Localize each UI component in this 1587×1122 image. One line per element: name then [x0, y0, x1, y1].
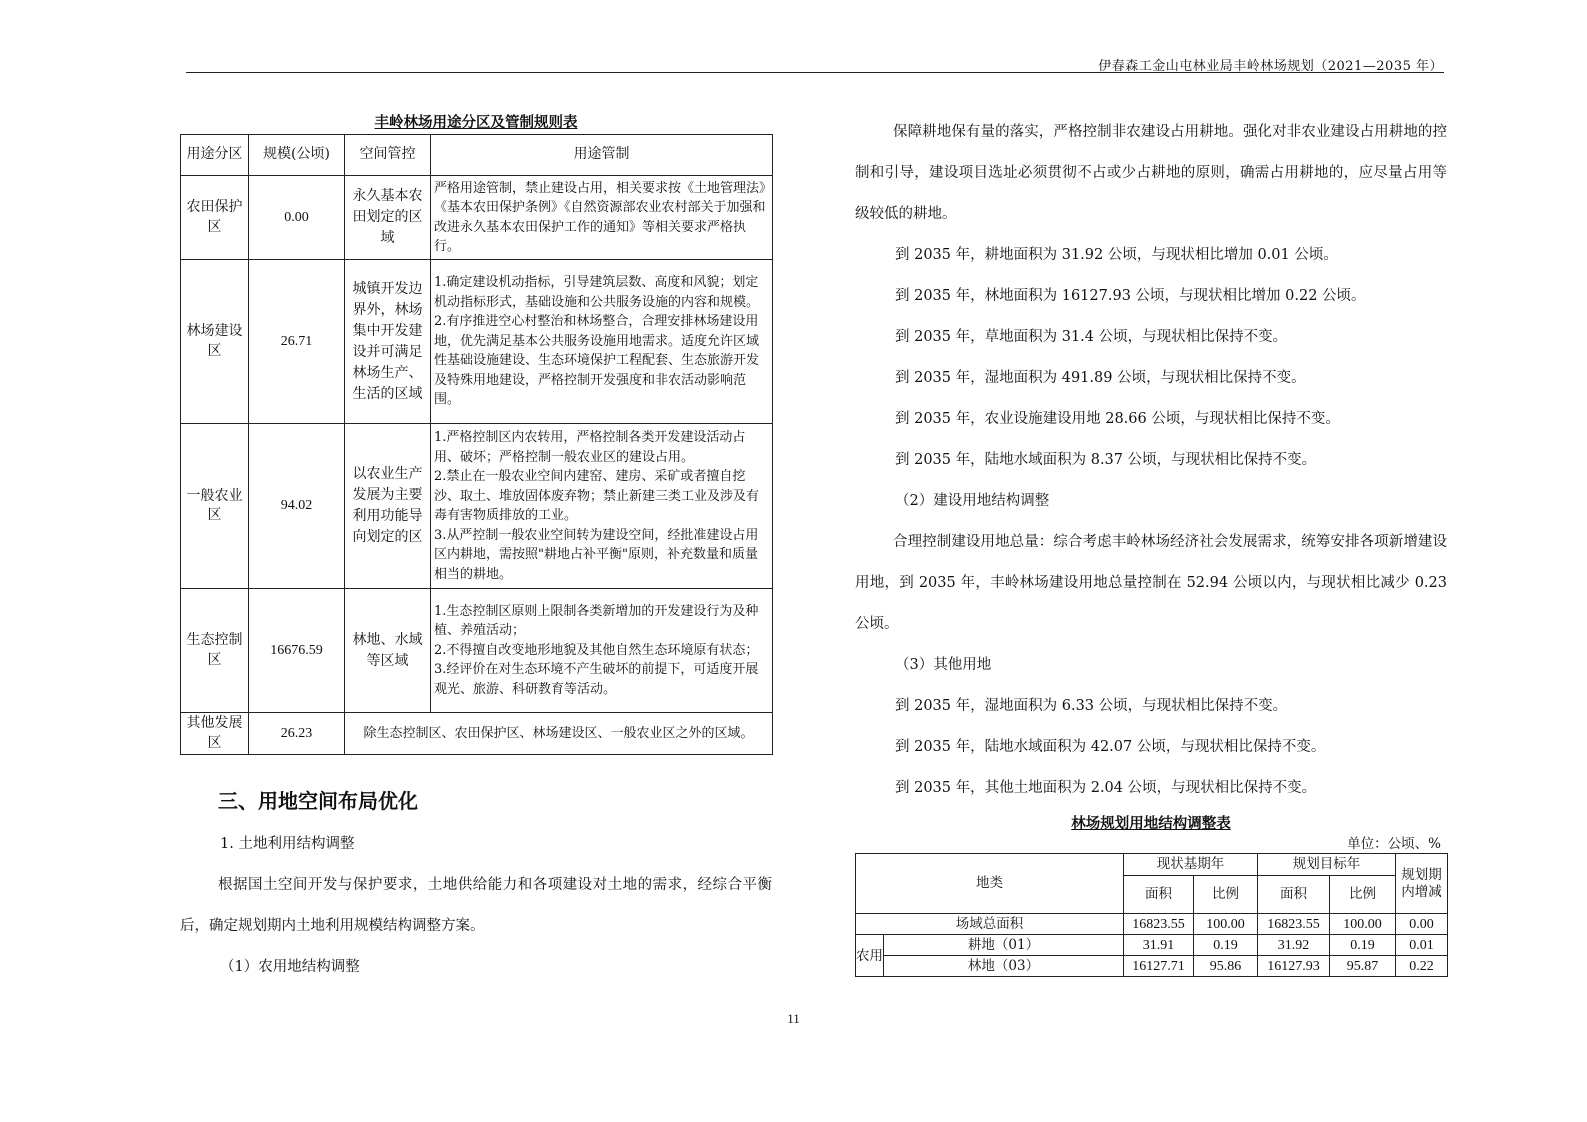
- header-zone: 用途分区: [181, 135, 249, 176]
- zone-scale: 26.71: [249, 260, 345, 424]
- zone-scale: 0.00: [249, 176, 345, 260]
- zone-space: 林地、水域等区域: [345, 589, 431, 713]
- unit-label: 单位：公顷、%: [1347, 836, 1441, 852]
- statistic-line: 到 2035 年，农业设施建设用地 28.66 公顷，与现状相比保持不变。: [895, 411, 1340, 427]
- zone-space: 以农业生产发展为主要 利用功能导向划定的区: [345, 424, 431, 589]
- zone-name: 一般农业区: [181, 424, 249, 589]
- zone-table-header-row: [181, 135, 773, 176]
- section-heading: 三、用地空间布局优化: [218, 789, 418, 813]
- zone-name: 农田保护区: [181, 176, 249, 260]
- control-text: 3.从严控制一般农业空间转为建设空间，经批准建设占用区内耕地，需按照"耕地占补平衡"原则，补充数量和质量相当的耕地。: [434, 527, 759, 582]
- cell-target-ratio: 0.19: [1330, 935, 1396, 956]
- control-text: 1.严格控制区内农转用，严格控制各类开发建设活动占用、破坏；严格控制一般农业区的建设占用。: [434, 430, 746, 465]
- cell-target-ratio: 100.00: [1330, 914, 1396, 935]
- zone-name: 林场建设区: [181, 260, 249, 424]
- statistic-line: 到 2035 年，林地面积为 16127.93 公顷，与现状相比增加 0.22 公顷。: [895, 288, 1366, 304]
- right-column: [855, 112, 1447, 977]
- paragraph: 合理控制建设用地总量：综合考虑丰岭林场经济社会发展需求，统筹安排各项新增建设用地，到 2035 年，丰岭林场建设用地总量控制在 52.94 公顷以内，与现状相比减少 0.23 公顷。: [855, 534, 1447, 632]
- zone-scale: 16676.59: [249, 589, 345, 713]
- cell-target-area: 31.92: [1258, 935, 1330, 956]
- cell-base-area: 31.91: [1124, 935, 1194, 956]
- zone-space: 永久基本农田划定的区域: [345, 176, 431, 260]
- land-header-row: [856, 854, 1448, 876]
- cell-base-area: 16127.71: [1124, 956, 1194, 977]
- subsection-heading: 1. 土地利用结构调整: [220, 836, 355, 852]
- statistic-line: 到 2035 年，耕地面积为 31.92 公顷，与现状相比增加 0.01 公顷。: [895, 247, 1338, 263]
- row-label: 耕地（01）: [884, 935, 1124, 956]
- land-table-caption: 林场规划用地结构调整表: [1071, 815, 1231, 832]
- cell-change: 0.01: [1396, 935, 1448, 956]
- cell-base-ratio: 100.00: [1194, 914, 1258, 935]
- header-target-year: 规划目标年: [1258, 854, 1396, 876]
- cell-change: 0.22: [1396, 956, 1448, 977]
- left-column: [180, 112, 772, 988]
- control-text: 除生态控制区、农田保护区、林场建设区、一般农业区之外的区域。: [363, 725, 754, 741]
- cell-target-ratio: 95.87: [1330, 956, 1396, 977]
- header-target-ratio: 比例: [1330, 876, 1396, 914]
- table-row: [181, 589, 773, 713]
- control-text: 1.确定建设机动指标，引导建筑层数、高度和风貌；划定机动指标形式，基础设施和公共服务设施的内容和规模。: [434, 275, 760, 310]
- header-scale: 规模(公顷): [249, 135, 345, 176]
- zone-control: [431, 260, 773, 424]
- zone-table-caption: 丰岭林场用途分区及管制规则表: [374, 114, 578, 131]
- table-row: [856, 914, 1448, 935]
- land-table: [855, 853, 1448, 977]
- header-control: 用途管制: [431, 135, 773, 176]
- paragraph: 根据国土空间开发与保护要求，土地供给能力和各项建设对土地的需求，经综合平衡后，确定规划期内土地利用规模结构调整方案。: [180, 877, 772, 934]
- control-text: 2.不得擅自改变地形地貌及其他自然生态环境原有状态；: [434, 642, 759, 658]
- zone-control: [431, 589, 773, 713]
- table-row: [181, 260, 773, 424]
- subsection-heading: （2）建设用地结构调整: [895, 493, 1050, 509]
- row-label: 林地（03）: [884, 956, 1124, 977]
- table-row: [856, 956, 1448, 977]
- running-header: 伊春森工金山屯林业局丰岭林场规划（2021—2035 年）: [1098, 59, 1443, 74]
- zone-table: [180, 134, 773, 755]
- cell-target-area: 16823.55: [1258, 914, 1330, 935]
- statistic-line: 到 2035 年，其他土地面积为 2.04 公顷，与现状相比保持不变。: [895, 780, 1317, 796]
- control-text: 2.有序推进空心村整治和林场整合，合理安排林场建设用地，优先满足基本公共服务设施用地需求。适度允许区域性基础设施建设、生态环境保护工程配套、生态旅游开发及特殊用地建设，严格控制开发强度和非农活动影响范围。: [434, 314, 760, 408]
- zone-control: [431, 424, 773, 589]
- statistic-line: 到 2035 年，湿地面积为 491.89 公顷，与现状相比保持不变。: [895, 370, 1306, 386]
- zone-space: 城镇开发边界外，林场集中开发建设并可满足林场生产、生活的区域: [345, 260, 431, 424]
- cell-base-ratio: 0.19: [1194, 935, 1258, 956]
- statistic-line: 到 2035 年，湿地面积为 6.33 公顷，与现状相比保持不变。: [895, 698, 1288, 714]
- subsection-heading: （1）农用地结构调整: [220, 959, 360, 975]
- header-target-area: 面积: [1258, 876, 1330, 914]
- cell-base-ratio: 95.86: [1194, 956, 1258, 977]
- table-row: [181, 713, 773, 755]
- zone-name: 生态控制区: [181, 589, 249, 713]
- table-row: [181, 176, 773, 260]
- header-space: 空间管控: [345, 135, 431, 176]
- table-row: [181, 424, 773, 589]
- statistic-line: 到 2035 年，陆地水域面积为 42.07 公顷，与现状相比保持不变。: [895, 739, 1326, 755]
- zone-scale: 94.02: [249, 424, 345, 589]
- control-text: 2.禁止在一般农业空间内建窑、建房、采矿或者擅自挖沙、取土、堆放固体废弃物；禁止新建三类工业及涉及有毒有害物质排放的工业。: [434, 469, 760, 523]
- header-base-area: 面积: [1124, 876, 1194, 914]
- group-label: 农用: [856, 935, 884, 977]
- header-rule: [186, 72, 1444, 73]
- statistic-line: 到 2035 年，陆地水域面积为 8.37 公顷，与现状相比保持不变。: [895, 452, 1317, 468]
- zone-control: [431, 176, 773, 260]
- cell-target-area: 16127.93: [1258, 956, 1330, 977]
- cell-base-area: 16823.55: [1124, 914, 1194, 935]
- paragraph: 保障耕地保有量的落实，严格控制非农建设占用耕地。强化对非农业建设占用耕地的控制和引导，建设项目选址必须贯彻不占或少占耕地的原则，确需占用耕地的，应尽量占用等级较低的耕地。: [855, 124, 1447, 222]
- header-base-ratio: 比例: [1194, 876, 1258, 914]
- control-text: 严格用途管制，禁止建设占用，相关要求按《土地管理法》《基本农田保护条例》《自然资源部农业农村部关于加强和改进永久基本农田保护工作的通知》等相关要求严格执行。: [434, 180, 766, 254]
- header-base-year: 现状基期年: [1124, 854, 1258, 876]
- page-number: 11: [787, 1011, 800, 1026]
- control-text: 3.经评价在对生态环境不产生破坏的前提下，可适度开展观光、旅游、科研教育等活动。: [434, 662, 759, 697]
- zone-name: 其他发展区: [181, 713, 249, 755]
- statistic-line: 到 2035 年，草地面积为 31.4 公顷，与现状相比保持不变。: [895, 329, 1288, 345]
- zone-control: [345, 713, 773, 755]
- control-text: 1.生态控制区原则上限制各类新增加的开发建设行为及种植、养殖活动；: [434, 603, 759, 639]
- cell-change: 0.00: [1396, 914, 1448, 935]
- subsection-heading: （3）其他用地: [895, 657, 992, 673]
- zone-scale: 26.23: [249, 713, 345, 755]
- table-row: [856, 935, 1448, 956]
- row-label: 场域总面积: [856, 914, 1124, 935]
- header-land-type: 地类: [856, 854, 1124, 914]
- header-change: 规划期内增减: [1396, 854, 1448, 914]
